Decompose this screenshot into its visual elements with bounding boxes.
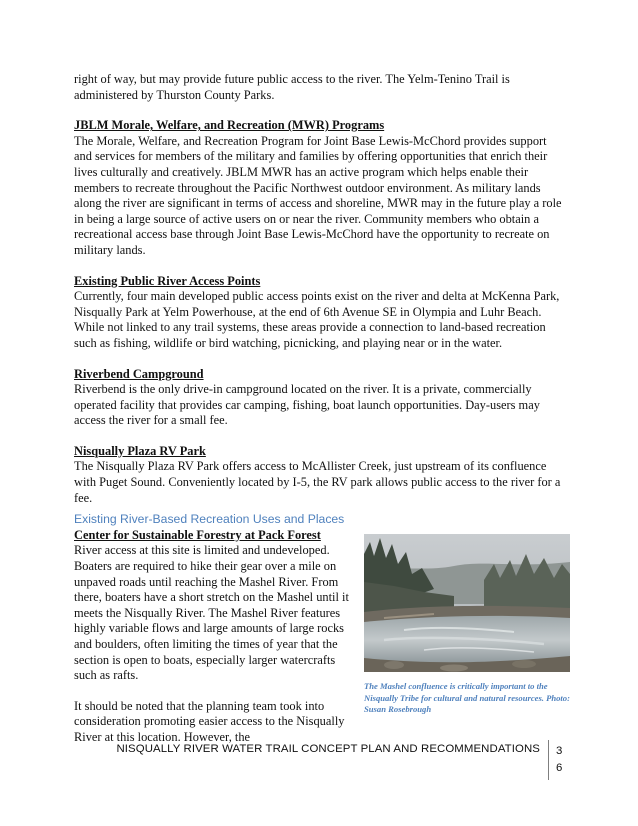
paragraph-planning-team: It should be noted that the planning team took into consideration promoting easier access to the Nisqually River at this location. However, the <box>74 698 345 744</box>
mashel-confluence-photo <box>364 534 570 672</box>
intro-paragraph: right of way, but may provide future public access to the river. The Yelm-Tenino Trail is administered by Thurston County Parks. <box>74 72 510 102</box>
page-number: 36 <box>556 745 563 774</box>
paragraph-riverbend-campground: Riverbend is the only drive-in campground located on the river. It is a private, commercially operated facility that provides car camping, fishing, boat launch opportunities. Day-users may access the river for a small fee. <box>74 382 540 428</box>
heading-pack-forest: Center for Sustainable Forestry at Pack Forest <box>74 527 321 542</box>
page-content <box>74 72 570 746</box>
paragraph-pack-forest: River access at this site is limited and undeveloped. Boaters are required to hike their gear over a mile on unpaved roads until reaching the Mashel River. From there, boaters have a short stretch on the Mashel until it meets the Nisqually River. The Mashel River features highly variable flows and large amounts of large rocks and boulders, often limiting the times of year that the section is open to boats, especially larger watercrafts such as rafts. <box>74 543 349 683</box>
paragraph-nisqually-plaza: The Nisqually Plaza RV Park offers access to McAllister Creek, just upstream of its confluence with Puget Sound. Conveniently located by I-5, the RV park allows public access to the river for a fee. <box>74 459 561 505</box>
heading-jblm-mwr: JBLM Morale, Welfare, and Recreation (MWR) Programs <box>74 118 385 133</box>
heading-nisqually-plaza: Nisqually Plaza RV Park <box>74 443 206 458</box>
mashel-photo-figure <box>364 534 570 716</box>
heading-public-access-points: Existing Public River Access Points <box>74 273 261 288</box>
heading-riverbend-campground: Riverbend Campground <box>74 366 204 381</box>
footer-document-title: NISQUALLY RIVER WATER TRAIL CONCEPT PLAN AND RECOMMENDATIONS <box>116 743 540 755</box>
paragraph-public-access-points: Currently, four main developed public access points exist on the river and delta at McKenna Park, Nisqually Park at Yelm Powerhouse, at the end of 6th Avenue SE in Olympia and Luhr Beach. While not linked to any trail systems, these areas provide a connection to land-based recreation such as fishing, wildlife or bird watching, picnicking, and playing near or in the water. <box>74 289 560 350</box>
page-footer <box>0 740 638 780</box>
recreation-section <box>74 512 570 745</box>
paragraph-jblm-mwr: The Morale, Welfare, and Recreation Program for Joint Base Lewis-McChord provides support and services for members of the military and families by offering opportunities that enrich their lives culturally and creatively. JBLM MWR has an active program which helps enable their members to recreate throughout the Pacific Northwest outdoor environment. As military lands along the river are significant in terms of access and shoreline, MWR may in the future play a role in being a large source of active users on or near the river. Community members who obtain a recreational access base through Joint Base Lewis-McChord have the opportunity to recreate on military lands. <box>74 133 562 257</box>
section-title-recreation: Existing River-Based Recreation Uses and Places <box>74 512 345 527</box>
photo-caption: The Mashel confluence is critically important to the Nisqually Tribe for cultural and natural resources. Photo: Susan Rosebrough <box>364 681 570 715</box>
footer-divider <box>548 740 549 780</box>
